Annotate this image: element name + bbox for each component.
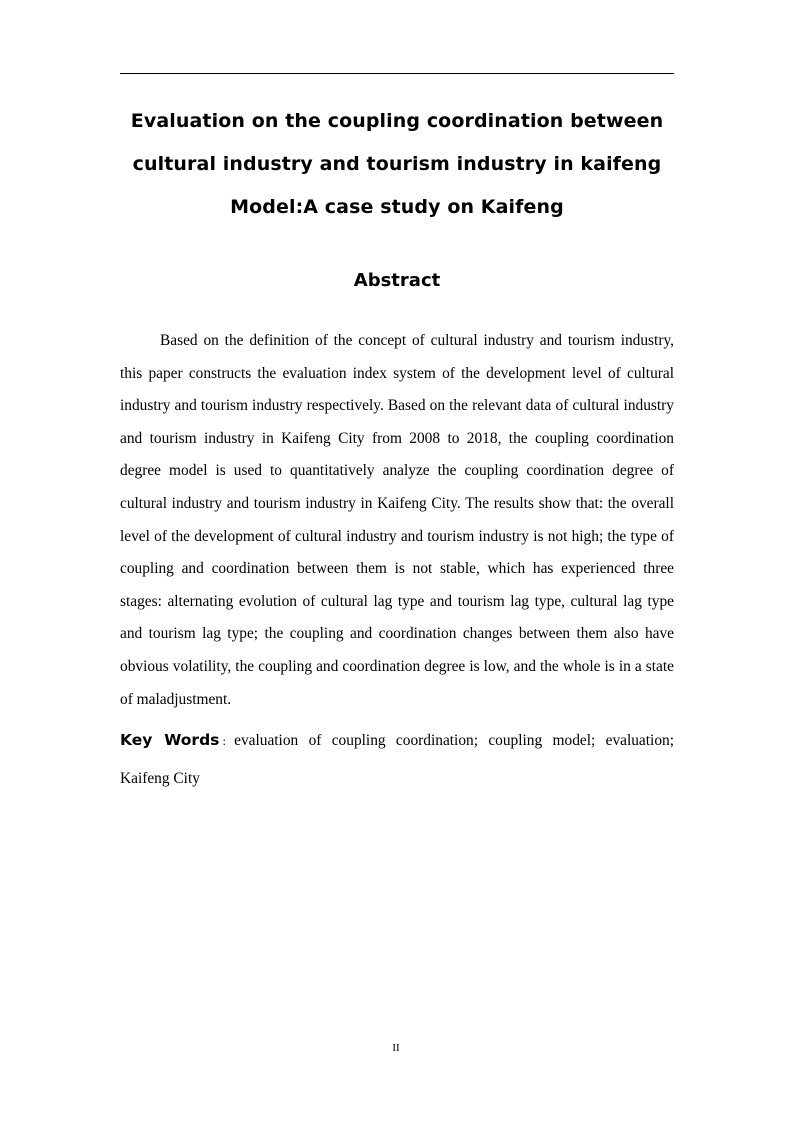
header-rule — [120, 73, 674, 74]
title-line-3: Model:A case study on Kaifeng — [230, 196, 564, 218]
abstract-body: Based on the definition of the concept of cultural industry and tourism industry, this paper constructs the evaluation index system of the development level of cultural industry and tourism industry respectively. Based on the relevant data of cultural industry and tourism industry in Kaifeng City from 2008 to 2018, the coupling coordination degree model is used to quantitatively analyze the coupling coordination degree of cultural industry and tourism industry in Kaifeng City. The results show that: the overall level of the development of cultural industry and tourism industry is not high; the type of coupling and coordination between them is not stable, which has experienced three stages: alternating evolution of cultural lag type and tourism lag type, cultural lag type and tourism lag type; the coupling and coordination changes between them also have obvious volatility, the coupling and coordination degree is low, and the whole is in a state of maladjustment. — [120, 332, 674, 708]
abstract-heading: Abstract — [353, 270, 441, 291]
keywords-text: evaluation of coupling coordination; coupling model; evaluation; Kaifeng City — [120, 732, 674, 787]
paper-title — [104, 100, 690, 229]
keywords-label: Key Words — [120, 731, 220, 749]
title-line-1: Evaluation on the coupling coordination between — [130, 110, 664, 132]
title-line-2: cultural industry and tourism industry in kaifeng — [132, 153, 662, 175]
keywords-separator: : — [222, 735, 227, 748]
page-number: II — [392, 1042, 400, 1054]
keywords-paragraph — [120, 722, 674, 797]
